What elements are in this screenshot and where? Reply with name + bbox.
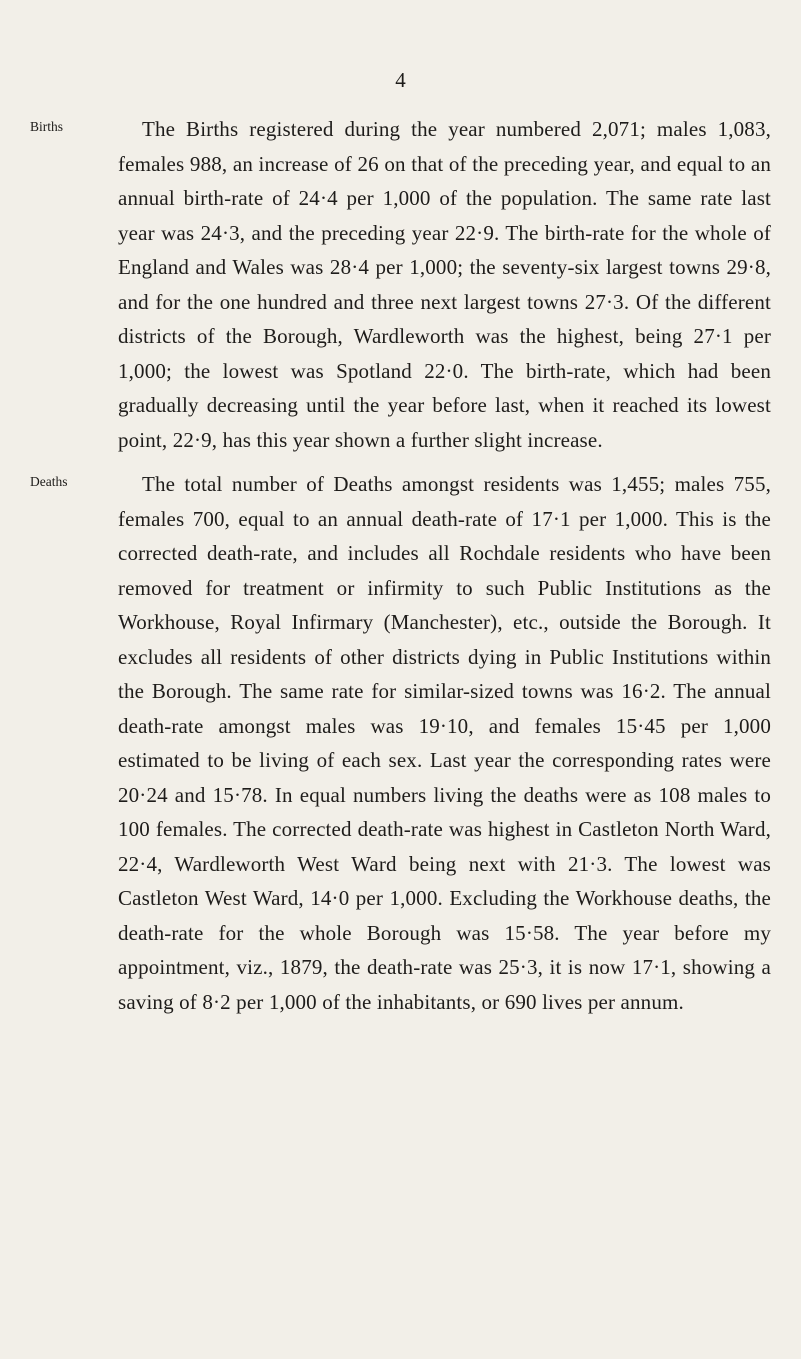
section-deaths — [118, 467, 771, 1019]
margin-note-births: Births — [30, 119, 64, 134]
deaths-paragraph: The total number of Deaths amongst residents was 1,455; males 755, females 700, equal to an annual death-rate of 17·1 per 1,000. This is the corrected death-rate, and includes all Rochdale residents who have been removed for treatment or infirmity to such Public Institutions as the Workhouse, Royal Infirmary (Manchester), etc., outside the Borough. It excludes all residents of other districts dying in Public Institutions within the Borough. The same rate for similar-sized towns was 16·2. The annual death-rate amongst males was 19·10, and females 15·45 per 1,000 estimated to be living of each sex. Last year the corresponding rates were 20·24 and 15·78. In equal numbers living the deaths were as 108 males to 100 females. The corrected death-rate was highest in Castleton North Ward, 22·4, Wardleworth West Ward being next with 21·3. The lowest was Castleton West Ward, 14·0 per 1,000. Excluding the Workhouse deaths, the death-rate for the whole Borough was 15·58. The year before my appointment, viz., 1879, the death-rate was 25·3, it is now 17·1, showing a saving of 8·2 per 1,000 of the inhabitants, or 690 lives per annum. — [118, 472, 771, 1014]
page-number: 4 — [395, 68, 406, 92]
margin-note-deaths: Deaths — [30, 474, 68, 489]
section-births — [118, 112, 771, 457]
births-paragraph: The Births registered during the year numbered 2,071; males 1,083, females 988, an increase of 26 on that of the preceding year, and equal to an annual birth-rate of 24·4 per 1,000 of the population. The same rate last year was 24·3, and the preceding year 22·9. The birth-rate for the whole of England and Wales was 28·4 per 1,000; the seventy-six largest towns 29·8, and for the one hundred and three next largest towns 27·3. Of the different districts of the Borough, Wardleworth was the highest, being 27·1 per 1,000; the lowest was Spotland 22·0. The birth-rate, which had been gradually decreasing until the year before last, when it reached its lowest point, 22·9, has this year shown a further slight increase. — [118, 117, 771, 452]
